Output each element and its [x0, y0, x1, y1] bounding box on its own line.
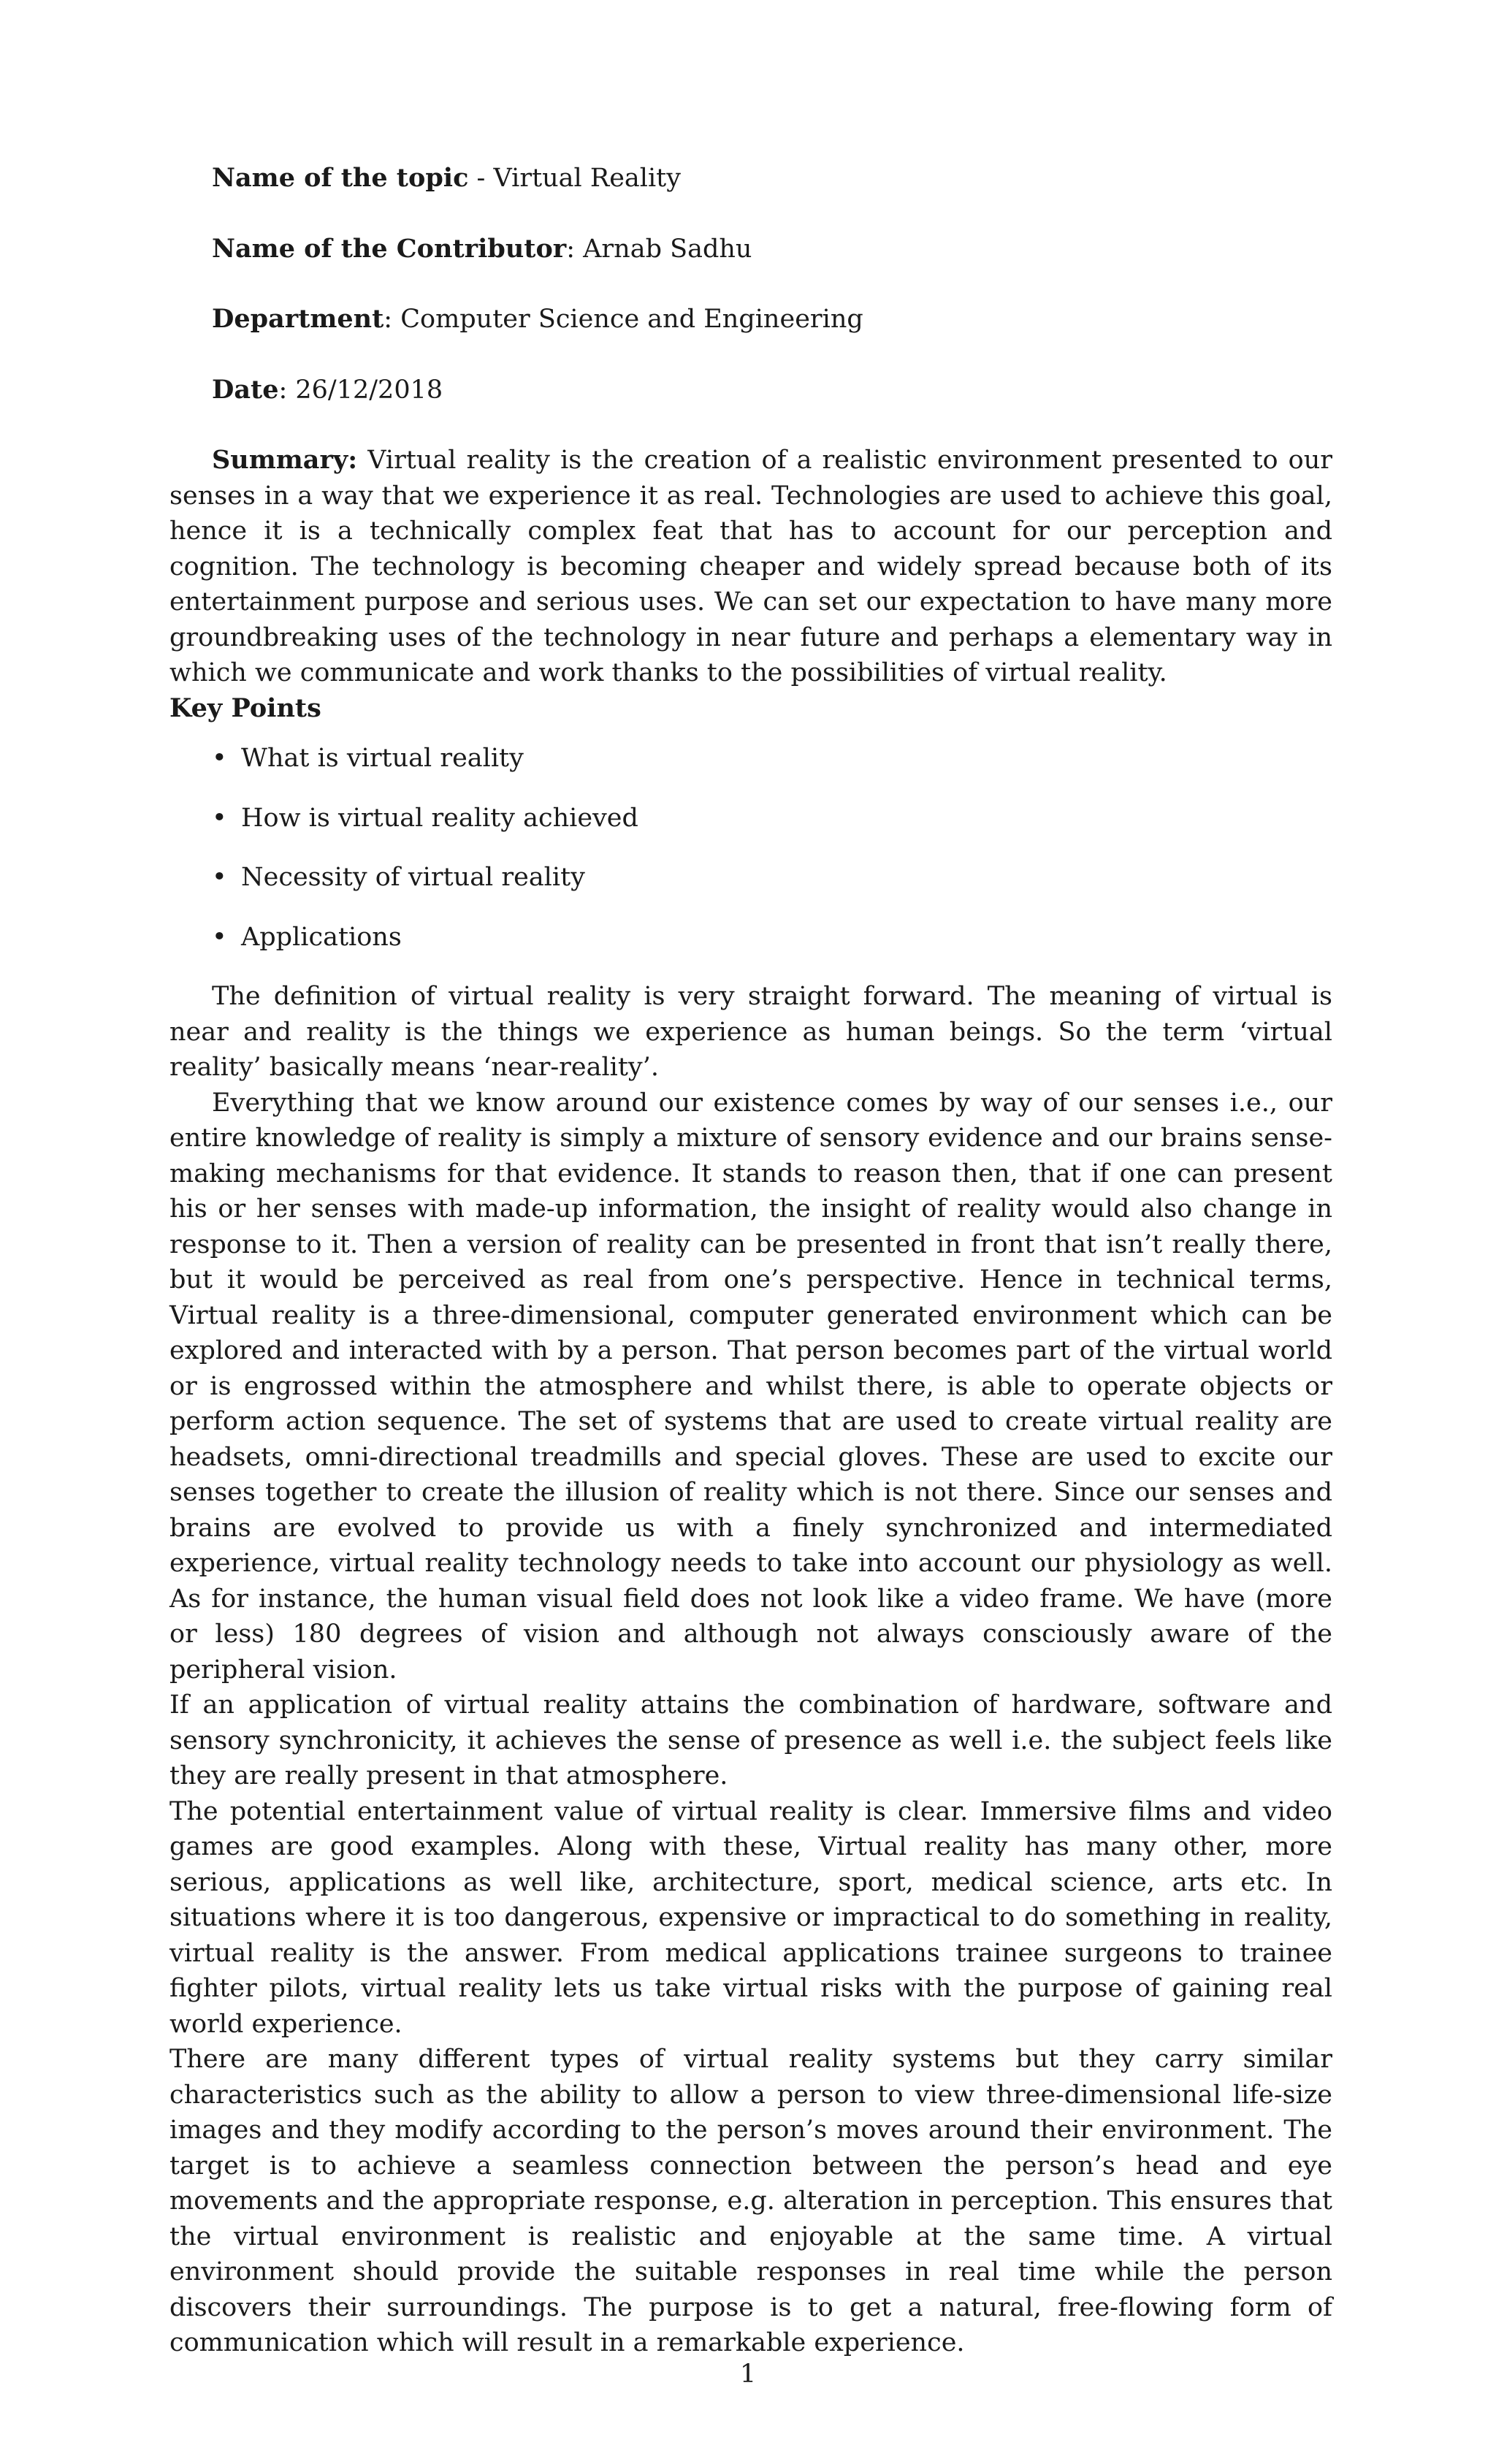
- department-separator: :: [383, 305, 401, 334]
- presence-paragraph: If an application of virtual reality attains the combination of hardware, software and sensory synchronicity, it achieves the sense of presence as well i.e. the subject feels like they are really present in that atmosphere.: [169, 1690, 1332, 1790]
- key-points-heading: Key Points: [169, 693, 321, 723]
- topic-label: Name of the topic: [212, 163, 469, 193]
- department-value: Computer Science and Engineering: [400, 305, 863, 334]
- summary-label: Summary:: [212, 445, 358, 475]
- list-item: [169, 741, 1332, 777]
- summary-paragraph: [169, 443, 1332, 691]
- bullet-icon: •: [212, 922, 227, 952]
- bullet-icon: •: [212, 744, 227, 773]
- key-point-text: Necessity of virtual reality: [241, 863, 585, 892]
- topic-line: [169, 161, 1332, 197]
- contributor-line: [169, 232, 1332, 267]
- contributor-separator: :: [566, 234, 584, 264]
- senses-paragraph: Everything that we know around our existence comes by way of our senses i.e., our entire knowledge of reality is simply a mixture of sensory evidence and our brains sense-making mechanisms for that evidence. It stands to reason then, that if one can present his or her senses with made-up information, the insight of reality would also change in response to it. Then a version of reality can be presented in front that isn’t really there, but it would be perceived as real from one’s perspective. Hence in technical terms, Virtual reality is a three-dimensional, computer generated environment which can be explored and interacted with by a person. That person becomes part of the virtual world or is engrossed within the atmosphere and whilst there, is able to operate objects or perform action sequence. The set of systems that are used to create virtual reality are headsets, omni-directional treadmills and special gloves. These are used to excite our senses together to create the illusion of reality which is not there. Since our senses and brains are evolved to provide us with a finely synchronized and intermediated experience, virtual reality technology needs to take into account our physiology as well. As for instance, the human visual field does not look like a video frame. We have (more or less) 180 degrees of vision and although not always consciously aware of the peripheral vision.: [169, 1088, 1332, 1685]
- contributor-label: Name of the Contributor: [212, 233, 567, 264]
- date-value: 26/12/2018: [295, 375, 443, 405]
- date-label: Date: [212, 374, 279, 405]
- key-points-list: [169, 741, 1332, 955]
- date-separator: :: [278, 375, 296, 405]
- list-item: [169, 801, 1332, 836]
- document-page: [169, 161, 1332, 2361]
- topic-separator: -: [468, 164, 494, 193]
- definition-paragraph: The definition of virtual reality is very straight forward. The meaning of virtual is near and reality is the things we experience as human beings. So the term ‘virtual reality’ basically means ‘near-reality’.: [169, 982, 1332, 1082]
- list-item: [169, 920, 1332, 956]
- key-point-text: How is virtual reality achieved: [241, 803, 638, 833]
- applications-paragraph: The potential entertainment value of virtual reality is clear. Immersive films and video games are good examples. Along with these, Virtual reality has many other, more serious, applications as well like, architecture, sport, medical science, arts etc. In situations where it is too dangerous, expensive or impractical to do something in reality, virtual reality is the answer. From medical applications trainee surgeons to trainee fighter pilots, virtual reality lets us take virtual risks with the purpose of gaining real world experience.: [169, 1796, 1332, 2039]
- department-line: [169, 302, 1332, 337]
- key-point-text: What is virtual reality: [241, 744, 524, 773]
- list-item: [169, 860, 1332, 896]
- topic-value: Virtual Reality: [493, 164, 682, 193]
- bullet-icon: •: [212, 803, 227, 833]
- date-line: [169, 373, 1332, 408]
- summary-text: Virtual reality is the creation of a realistic environment presented to our senses in a way that we experience it as real. Technologies are used to achieve this goal, hence it is a technically complex feat that has to account for our perception and cognition. The technology is becoming cheaper and widely spread because both of its entertainment purpose and serious uses. We can set our expectation to have many more groundbreaking uses of the technology in near future and perhaps a elementary way in which we communicate and work thanks to the possibilities of virtual reality.: [169, 446, 1332, 687]
- bullet-icon: •: [212, 863, 227, 892]
- page-number: 1: [739, 2360, 757, 2389]
- key-point-text: Applications: [241, 922, 402, 952]
- department-label: Department: [212, 304, 384, 334]
- systems-paragraph: There are many different types of virtual reality systems but they carry similar characteristics such as the ability to allow a person to view three-dimensional life-size images and they modify according to the person’s moves around their environment. The target is to achieve a seamless connection between the person’s head and eye movements and the appropriate response, e.g. alteration in perception. This ensures that the virtual environment is realistic and enjoyable at the same time. A virtual environment should provide the suitable responses in real time while the person discovers their surroundings. The purpose is to get a natural, free-flowing form of communication which will result in a remarkable experience.: [169, 2045, 1332, 2357]
- contributor-value: Arnab Sadhu: [583, 234, 752, 264]
